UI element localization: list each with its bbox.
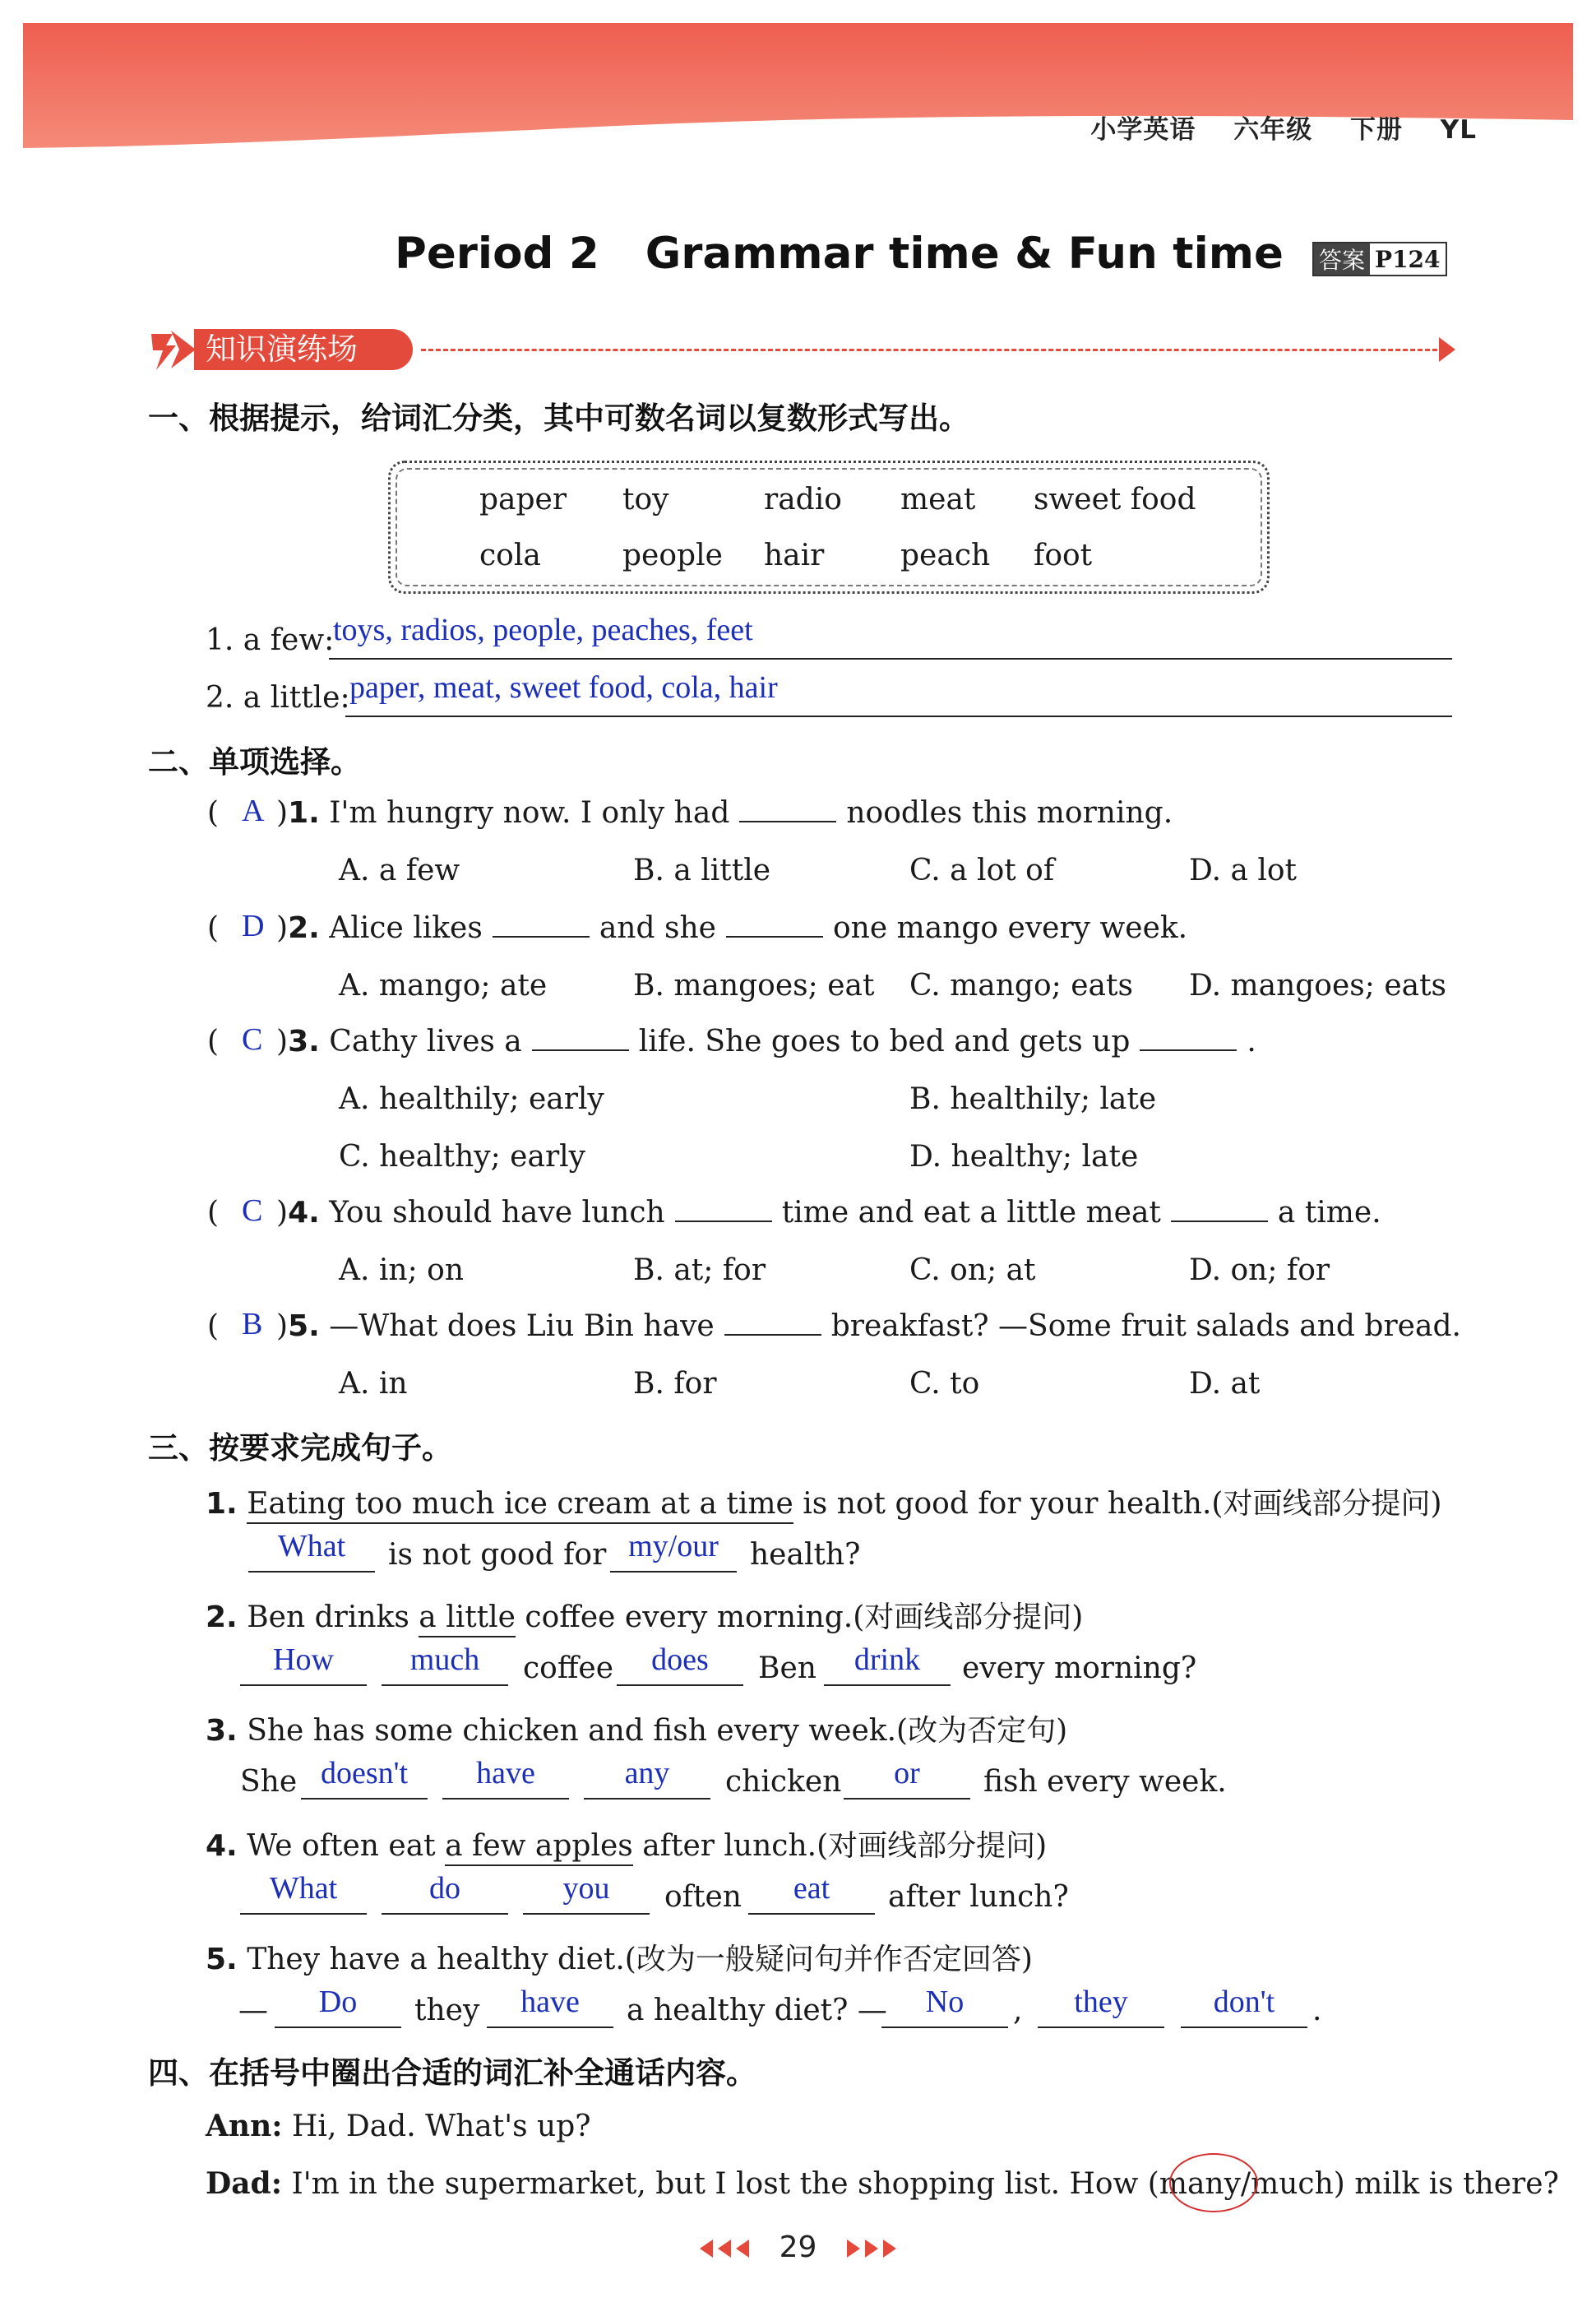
word: peach [900, 539, 991, 572]
word-box [388, 461, 1270, 594]
mc-question-1: ( )1. I'm hungry now. I only had noodles this morning. [207, 796, 1173, 830]
word: radio [764, 483, 842, 516]
option-b: B. for [633, 1367, 717, 1401]
blank-answer: my/our [628, 1529, 719, 1563]
rewrite-question-5: 5. They have a healthy diet.(改为一般疑问句并作否定回答) [206, 1943, 1033, 1976]
blank-answer: don't [1213, 1985, 1275, 2019]
answer-page: P124 [1375, 245, 1441, 273]
section-tag [148, 326, 413, 372]
sentence-text: fish every week. [983, 1765, 1227, 1799]
volume-label: 下册 [1350, 115, 1403, 145]
arrow-left-icon [700, 2240, 713, 2258]
word: sweet food [1034, 483, 1196, 516]
arrow-right-icon [865, 2240, 878, 2258]
word-row-2 [479, 539, 1092, 572]
sentence-text: chicken [725, 1765, 842, 1799]
word: cola [479, 539, 541, 572]
mc-answer-5: B [242, 1307, 263, 1341]
blank-answer: do [429, 1871, 460, 1906]
option-a: A. in; on [339, 1253, 465, 1287]
word-row-1 [479, 483, 1196, 516]
sentence-text: . [1312, 1994, 1322, 2027]
option-a: A. in [339, 1367, 408, 1401]
part2-heading: 二、单项选择。 [148, 744, 361, 780]
page-number: 29 [779, 2230, 817, 2264]
blank-answer: much [409, 1642, 480, 1677]
option-b: B. a little [633, 854, 771, 887]
mc-question-5: ( )5. —What does Liu Bin have breakfast? —Some fruit salads and bread. [207, 1309, 1461, 1343]
answer-reference-badge [1312, 242, 1447, 276]
part1-heading: 一、根据提示，给词汇分类，其中可数名词以复数形式写出。 [148, 401, 969, 436]
blank-answer: have [520, 1985, 580, 2019]
arrow-right-icon [847, 2240, 860, 2258]
word: toy [622, 483, 669, 516]
blank-answer: they [1074, 1985, 1128, 2019]
mc-answer-4: C [242, 1193, 263, 1228]
edition-label: YL [1440, 115, 1477, 145]
mc-question-4: ( )4. You should have lunch time and eat a little meat a time. [207, 1196, 1381, 1230]
answer-line [345, 716, 1452, 717]
blank-answer: What [277, 1529, 346, 1563]
section-tag-label: 知识演练场 [194, 329, 413, 370]
part1-q2-answer: paper, meat, sweet food, cola, hair [349, 670, 778, 705]
sentence-text: health? [750, 1538, 861, 1572]
sentence-text: Ben [758, 1651, 817, 1685]
option-a: A. a few [339, 854, 460, 887]
blank-answer: have [476, 1756, 535, 1790]
word: people [622, 539, 723, 572]
word: meat [900, 483, 976, 516]
option-d: D. at [1189, 1367, 1261, 1401]
blank-answer: What [269, 1871, 338, 1906]
part1-q2-label: 2. a little: [206, 681, 350, 715]
mc-question-3: ( )3. Cathy lives a life. She goes to bed and gets up . [207, 1025, 1256, 1058]
option-c: C. a lot of [909, 854, 1055, 887]
sentence-text: often [664, 1880, 742, 1914]
arrow-right-icon [883, 2240, 896, 2258]
blank-answer: does [651, 1642, 709, 1677]
part4-heading: 四、在括号中圈出合适的词汇补全通话内容。 [148, 2055, 756, 2091]
rewrite-question-2: 2. Ben drinks a little coffee every morning.(对画线部分提问) [206, 1594, 1083, 1636]
option-a: A. healthily; early [339, 1082, 604, 1116]
option-c: C. on; at [909, 1253, 1036, 1287]
blank-answer: eat [793, 1871, 830, 1906]
page-title [395, 229, 1284, 279]
sentence-text: She [240, 1765, 298, 1799]
rewrite-question-4: 4. We often eat a few apples after lunch.(对画线部分提问) [206, 1823, 1047, 1864]
sentence-text: a healthy diet? — [627, 1994, 887, 2027]
mc-answer-3: C [242, 1022, 263, 1057]
answer-line [329, 658, 1452, 660]
blank-answer: How [273, 1642, 334, 1677]
dialogue-dad: Dad: I'm in the supermarket, but I lost the shopping list. How (many/much) milk is there? [206, 2166, 1559, 2201]
part1-q1-label: 1. a few: [206, 623, 335, 657]
blank-answer: No [925, 1985, 965, 2019]
option-a: A. mango; ate [339, 969, 548, 1003]
mc-answer-1: A [242, 794, 265, 828]
arrow-right-icon [1439, 337, 1455, 362]
sentence-text: coffee [523, 1651, 614, 1685]
answer-label: 答案 [1314, 243, 1370, 275]
mc-answer-2: D [242, 909, 265, 943]
sentence-text: every morning? [962, 1651, 1197, 1685]
part1-q1-answer: toys, radios, people, peaches, feet [333, 613, 753, 647]
sentence-text: is not good for [388, 1538, 607, 1572]
part3-heading: 三、按要求完成句子。 [148, 1430, 452, 1466]
period-label: Period 2 [395, 229, 599, 279]
topic-label: Grammar time & Fun time [645, 229, 1284, 279]
arrow-left-icon [718, 2240, 731, 2258]
sentence-text: after lunch? [888, 1880, 1069, 1914]
mc-question-2: ( )2. Alice likes and she one mango every week. [207, 911, 1188, 945]
page-footer [0, 2230, 1596, 2264]
option-b: B. mangoes; eat [633, 969, 875, 1003]
option-c: C. healthy; early [339, 1140, 586, 1174]
option-c: C. to [909, 1367, 980, 1401]
header-meta [1062, 109, 1477, 146]
grade-label: 六年级 [1233, 115, 1313, 145]
option-d: D. a lot [1189, 854, 1298, 887]
sentence-text: they [414, 1994, 480, 2027]
rewrite-question-1: 1. Eating too much ice cream at a time is not good for your health.(对画线部分提问) [206, 1480, 1442, 1522]
blank-answer: or [894, 1756, 920, 1790]
answer-circle [1169, 2153, 1258, 2212]
rewrite-question-3: 3. She has some chicken and fish every week.(改为否定句) [206, 1714, 1068, 1748]
blank-answer: any [624, 1756, 670, 1790]
option-d: D. mangoes; eats [1189, 969, 1447, 1003]
blank-answer: drink [854, 1642, 921, 1677]
arrow-left-icon [736, 2240, 749, 2258]
option-b: B. at; for [633, 1253, 766, 1287]
practice-icon [148, 326, 197, 373]
option-d: D. healthy; late [909, 1140, 1139, 1174]
circled-word: much [1251, 2167, 1334, 2201]
word: hair [764, 539, 825, 572]
blank-answer: Do [318, 1985, 358, 2019]
divider [421, 349, 1445, 351]
dialogue-ann: Ann: Hi, Dad. What's up? [206, 2109, 591, 2143]
option-d: D. on; for [1189, 1253, 1330, 1287]
blank-answer: doesn't [320, 1756, 409, 1790]
option-c: C. mango; eats [909, 969, 1133, 1003]
option-b: B. healthily; late [909, 1082, 1157, 1116]
sentence-text: — [238, 1994, 268, 2027]
word: paper [479, 483, 567, 516]
sentence-text: , [1013, 1994, 1023, 2027]
word: foot [1034, 539, 1093, 572]
book-name: 小学英语 [1090, 115, 1196, 145]
blank-answer: you [562, 1871, 610, 1906]
